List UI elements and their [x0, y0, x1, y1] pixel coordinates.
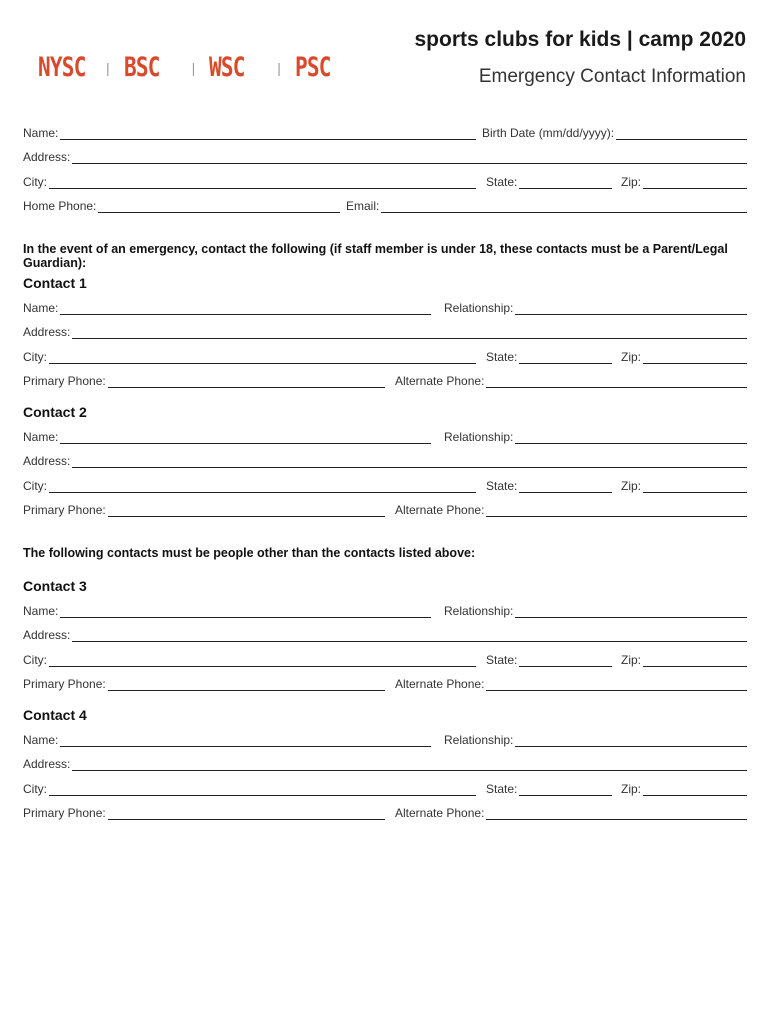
input-line[interactable]: [98, 200, 340, 213]
input-line[interactable]: [486, 504, 747, 517]
field-label: Alternate Phone:: [395, 806, 485, 820]
bsc-logo: BSC: [123, 52, 160, 83]
phone-row: [23, 197, 747, 213]
field-label: Address:: [23, 757, 71, 771]
field-label: Address:: [23, 628, 71, 642]
contact-address-field[interactable]: [23, 323, 747, 339]
contact-address-row: [23, 626, 747, 642]
input-line[interactable]: [108, 678, 385, 691]
state-field[interactable]: [486, 173, 612, 189]
input-line[interactable]: [643, 351, 747, 364]
contact-name-field[interactable]: [23, 602, 431, 618]
input-line[interactable]: [108, 807, 385, 820]
field-label: Zip:: [621, 479, 642, 493]
field-label: State:: [486, 350, 518, 364]
input-line[interactable]: [486, 375, 747, 388]
input-line[interactable]: [486, 807, 747, 820]
contact-state-field[interactable]: [486, 651, 612, 667]
field-label: Name:: [23, 301, 59, 315]
alternate-phone-field[interactable]: [395, 372, 747, 388]
contact-name-field[interactable]: [23, 428, 431, 444]
input-line[interactable]: [49, 654, 476, 667]
field-label: City:: [23, 653, 47, 667]
input-line[interactable]: [108, 375, 385, 388]
field-label: Relationship:: [444, 301, 514, 315]
field-label: State:: [486, 653, 518, 667]
input-line[interactable]: [381, 200, 747, 213]
field-label: Relationship:: [444, 604, 514, 618]
field-label: Primary Phone:: [23, 677, 106, 691]
contact-zip-field[interactable]: [621, 477, 747, 493]
input-line[interactable]: [643, 176, 747, 189]
field-label: Primary Phone:: [23, 374, 106, 388]
contact-city-row: [23, 780, 747, 796]
birth-date-field[interactable]: [482, 124, 747, 140]
input-line[interactable]: [49, 480, 476, 493]
page-title: sports clubs for kids | camp 2020: [414, 28, 746, 51]
alternate-phone-field[interactable]: [395, 501, 747, 517]
city-row: [23, 173, 747, 189]
input-line[interactable]: [519, 176, 612, 189]
contact-zip-field[interactable]: [621, 348, 747, 364]
contact-heading: Contact 2: [23, 404, 87, 420]
contact-heading: Contact 4: [23, 707, 87, 723]
field-label: City:: [23, 350, 47, 364]
field-label: Name:: [23, 733, 59, 747]
contact-name-row: [23, 299, 747, 315]
contact-zip-field[interactable]: [621, 780, 747, 796]
contact-city-field[interactable]: [23, 348, 476, 364]
input-line[interactable]: [519, 480, 612, 493]
input-line[interactable]: [60, 302, 431, 315]
contact-name-row: [23, 428, 747, 444]
logos: [38, 52, 357, 83]
input-line[interactable]: [515, 605, 747, 618]
contact-heading: Contact 3: [23, 578, 87, 594]
input-line[interactable]: [643, 480, 747, 493]
field-label: State:: [486, 782, 518, 796]
field-label: Zip:: [621, 782, 642, 796]
input-line[interactable]: [49, 351, 476, 364]
contact-city-field[interactable]: [23, 780, 476, 796]
relationship-field[interactable]: [444, 428, 747, 444]
contact-phone-row: [23, 804, 747, 820]
logo-separator: |: [191, 59, 196, 76]
contact-name-field[interactable]: [23, 299, 431, 315]
input-line[interactable]: [60, 605, 431, 618]
contact-name-row: [23, 602, 747, 618]
input-line[interactable]: [60, 127, 476, 140]
field-label: Primary Phone:: [23, 503, 106, 517]
field-label: State:: [486, 175, 518, 189]
contact-heading: Contact 1: [23, 275, 87, 291]
input-line[interactable]: [60, 734, 431, 747]
field-label: Relationship:: [444, 430, 514, 444]
input-line[interactable]: [616, 127, 747, 140]
zip-field[interactable]: [621, 173, 747, 189]
contact-phone-row: [23, 675, 747, 691]
field-label: City:: [23, 479, 47, 493]
input-line[interactable]: [643, 654, 747, 667]
input-line[interactable]: [515, 302, 747, 315]
field-label: Zip:: [621, 653, 642, 667]
psc-logo: PSC: [294, 52, 331, 83]
contact-city-row: [23, 348, 747, 364]
input-line[interactable]: [72, 151, 747, 164]
contact-state-field[interactable]: [486, 348, 612, 364]
field-label: Alternate Phone:: [395, 374, 485, 388]
input-line[interactable]: [49, 176, 476, 189]
input-line[interactable]: [49, 783, 476, 796]
nysc-logo: NYSC: [38, 52, 86, 83]
contact-address-field[interactable]: [23, 755, 747, 771]
field-label: City:: [23, 782, 47, 796]
wsc-logo: WSC: [209, 52, 245, 83]
contact-state-field[interactable]: [486, 780, 612, 796]
relationship-field[interactable]: [444, 731, 747, 747]
address-row: [23, 148, 747, 164]
field-label: Name:: [23, 604, 59, 618]
relationship-field[interactable]: [444, 602, 747, 618]
input-line[interactable]: [72, 629, 747, 642]
address-field[interactable]: [23, 148, 747, 164]
field-label: Name:: [23, 126, 59, 140]
field-label: Home Phone:: [23, 199, 97, 213]
logo-separator: |: [106, 59, 110, 76]
field-label: City:: [23, 175, 47, 189]
instruction-text: In the event of an emergency, contact the following (if staff member is under 18, these contacts must be a Parent/Legal Guardian):: [23, 242, 728, 270]
field-label: Birth Date (mm/dd/yyyy):: [482, 126, 615, 140]
primary-phone-field[interactable]: [23, 372, 385, 388]
input-line[interactable]: [519, 351, 612, 364]
field-label: Name:: [23, 430, 59, 444]
input-line[interactable]: [60, 431, 431, 444]
contact-address-row: [23, 452, 747, 468]
page-subtitle: Emergency Contact Information: [478, 66, 746, 87]
contact-zip-field[interactable]: [621, 651, 747, 667]
email-field[interactable]: [346, 197, 747, 213]
input-line[interactable]: [72, 455, 747, 468]
alternate-phone-field[interactable]: [395, 675, 747, 691]
contact-state-field[interactable]: [486, 477, 612, 493]
input-line[interactable]: [515, 734, 747, 747]
field-label: Zip:: [621, 350, 642, 364]
contact-city-field[interactable]: [23, 651, 476, 667]
field-label: Primary Phone:: [23, 806, 106, 820]
home-phone-field[interactable]: [23, 197, 340, 213]
contact-city-row: [23, 651, 747, 667]
input-line[interactable]: [72, 758, 747, 771]
primary-phone-field[interactable]: [23, 501, 385, 517]
field-label: Address:: [23, 325, 71, 339]
field-label: Zip:: [621, 175, 642, 189]
primary-phone-field[interactable]: [23, 675, 385, 691]
contact-address-field[interactable]: [23, 626, 747, 642]
contact-address-row: [23, 755, 747, 771]
name-row: [23, 124, 747, 140]
city-field[interactable]: [23, 173, 476, 189]
input-line[interactable]: [108, 504, 385, 517]
instruction-text-2: The following contacts must be people other than the contacts listed above:: [23, 546, 476, 560]
contact-phone-row: [23, 372, 747, 388]
contact-city-field[interactable]: [23, 477, 476, 493]
input-line[interactable]: [643, 783, 747, 796]
contact-phone-row: [23, 501, 747, 517]
input-line[interactable]: [515, 431, 747, 444]
contact-name-row: [23, 731, 747, 747]
primary-phone-field[interactable]: [23, 804, 385, 820]
field-label: Alternate Phone:: [395, 677, 485, 691]
input-line[interactable]: [72, 326, 747, 339]
field-label: Address:: [23, 454, 71, 468]
input-line[interactable]: [519, 654, 612, 667]
field-label: State:: [486, 479, 518, 493]
name-field[interactable]: [23, 124, 476, 140]
contact-city-row: [23, 477, 747, 493]
relationship-field[interactable]: [444, 299, 747, 315]
field-label: Address:: [23, 150, 71, 164]
field-label: Relationship:: [444, 733, 514, 747]
contact-name-field[interactable]: [23, 731, 431, 747]
input-line[interactable]: [519, 783, 612, 796]
input-line[interactable]: [486, 678, 747, 691]
contact-address-row: [23, 323, 747, 339]
field-label: Email:: [346, 199, 380, 213]
field-label: Alternate Phone:: [395, 503, 485, 517]
contact-address-field[interactable]: [23, 452, 747, 468]
alternate-phone-field[interactable]: [395, 804, 747, 820]
logo-separator: |: [277, 59, 281, 76]
